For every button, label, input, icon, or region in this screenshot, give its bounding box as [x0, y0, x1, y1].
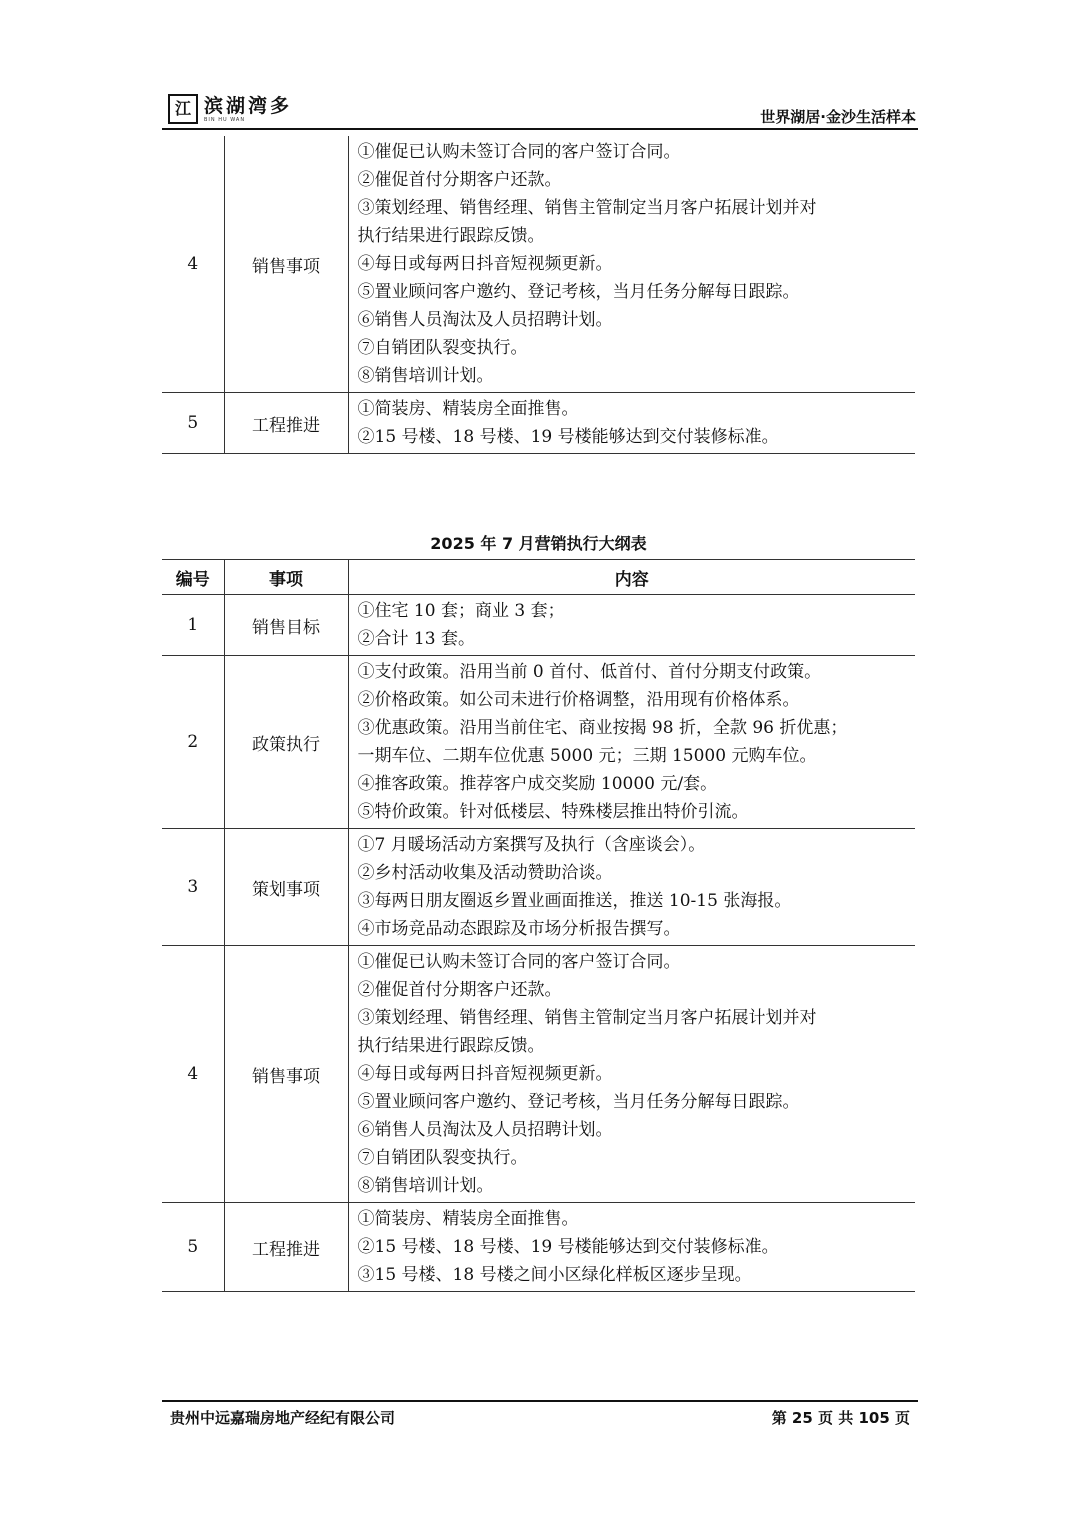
content-line: ④推客政策。推荐客户成交奖励 10000 元/套。: [357, 774, 718, 794]
content-line: ⑤置业顾问客户邀约、登记考核，当月任务分解每日跟踪。: [357, 282, 800, 302]
content-line: ①住宅 10 套；商业 3 套；: [357, 601, 565, 621]
row-content: [348, 829, 915, 946]
content-line: ⑦自销团队裂变执行。: [357, 338, 528, 358]
content-line: 执行结果进行跟踪反馈。: [357, 226, 545, 246]
content-line: ②催促首付分期客户还款。: [357, 980, 562, 1000]
marketing-outline-table: [162, 559, 915, 1292]
row-number: 5: [162, 1203, 224, 1292]
content-line: ②合计 13 套。: [357, 629, 475, 649]
logo-subtitle: BIN HU WAN: [204, 116, 246, 123]
logo-title: 滨湖湾多: [204, 94, 293, 117]
content-line: ①催促已认购未签订合同的客户签订合同。: [357, 142, 681, 162]
continued-table: [162, 136, 915, 454]
content-line: ③优惠政策。沿用当前住宅、商业按揭 98 折，全款 96 折优惠；: [357, 718, 848, 738]
row-number: 5: [162, 393, 224, 454]
page-header: [162, 92, 918, 130]
table-row: [162, 393, 915, 454]
content-line: ②15 号楼、18 号楼、19 号楼能够达到交付装修标准。: [357, 427, 779, 447]
brand-logo: [168, 94, 292, 124]
row-content: [348, 393, 915, 454]
table-row: [162, 136, 915, 393]
logo-icon: 江: [168, 94, 198, 124]
content-line: ③每两日朋友圈返乡置业画面推送，推送 10-15 张海报。: [357, 891, 792, 911]
content-line: ②价格政策。如公司未进行价格调整，沿用现有价格体系。: [357, 690, 800, 710]
content-line: ④每日或每两日抖音短视频更新。: [357, 1064, 613, 1084]
content-line: ①催促已认购未签订合同的客户签订合同。: [357, 952, 681, 972]
content-line: ⑤特价政策。针对低楼层、特殊楼层推出特价引流。: [357, 802, 749, 822]
row-number: 1: [162, 595, 224, 656]
row-item: 工程推进: [224, 1203, 348, 1292]
page-number: 第 25 页 共 105 页: [771, 1409, 910, 1427]
row-item: 销售事项: [224, 136, 348, 393]
table-row: [162, 1203, 915, 1292]
content-line: ⑧销售培训计划。: [357, 1176, 494, 1196]
row-number: 4: [162, 136, 224, 393]
content-line: ⑤置业顾问客户邀约、登记考核，当月任务分解每日跟踪。: [357, 1092, 800, 1112]
row-content: [348, 656, 915, 829]
row-item: 政策执行: [224, 656, 348, 829]
content-line: ①简装房、精装房全面推售。: [357, 399, 579, 419]
page-footer: [162, 1400, 918, 1426]
content-line: 执行结果进行跟踪反馈。: [357, 1036, 545, 1056]
row-item: 销售事项: [224, 946, 348, 1203]
content-line: 一期车位、二期车位优惠 5000 元；三期 15000 元购车位。: [357, 746, 817, 766]
header-content: 内容: [348, 560, 915, 595]
content-line: ③15 号楼、18 号楼之间小区绿化样板区逐步呈现。: [357, 1265, 752, 1285]
content-line: ④每日或每两日抖音短视频更新。: [357, 254, 613, 274]
content-line: ①简装房、精装房全面推售。: [357, 1209, 579, 1229]
row-number: 2: [162, 656, 224, 829]
row-number: 4: [162, 946, 224, 1203]
row-content: [348, 946, 915, 1203]
header-item: 事项: [224, 560, 348, 595]
content-line: ②催促首付分期客户还款。: [357, 170, 562, 190]
table-header-row: [162, 560, 915, 595]
content-line: ⑦自销团队裂变执行。: [357, 1148, 528, 1168]
table-row: [162, 656, 915, 829]
row-content: [348, 595, 915, 656]
row-item: 销售目标: [224, 595, 348, 656]
content-line: ⑥销售人员淘汰及人员招聘计划。: [357, 310, 613, 330]
content-line: ①支付政策。沿用当前 0 首付、低首付、首付分期支付政策。: [357, 662, 822, 682]
content-line: ②15 号楼、18 号楼、19 号楼能够达到交付装修标准。: [357, 1237, 779, 1257]
header-tagline: 世界湖居·金沙生活样本: [760, 108, 916, 126]
content-line: ③策划经理、销售经理、销售主管制定当月客户拓展计划并对: [357, 1008, 817, 1028]
company-name: 贵州中远嘉瑞房地产经纪有限公司: [170, 1409, 396, 1427]
row-item: 工程推进: [224, 393, 348, 454]
row-content: [348, 1203, 915, 1292]
content-line: ④市场竞品动态跟踪及市场分析报告撰写。: [357, 919, 681, 939]
table-row: [162, 829, 915, 946]
content-line: ⑧销售培训计划。: [357, 366, 494, 386]
content-line: ②乡村活动收集及活动赞助洽谈。: [357, 863, 613, 883]
content-line: ③策划经理、销售经理、销售主管制定当月客户拓展计划并对: [357, 198, 817, 218]
table-title: 2025 年 7 月营销执行大纲表: [430, 534, 647, 553]
row-content: [348, 136, 915, 393]
header-number: 编号: [162, 560, 224, 595]
table-row: [162, 595, 915, 656]
row-item: 策划事项: [224, 829, 348, 946]
content-line: ⑥销售人员淘汰及人员招聘计划。: [357, 1120, 613, 1140]
row-number: 3: [162, 829, 224, 946]
content-line: ①7 月暖场活动方案撰写及执行（含座谈会）。: [357, 835, 706, 855]
table-row: [162, 946, 915, 1203]
